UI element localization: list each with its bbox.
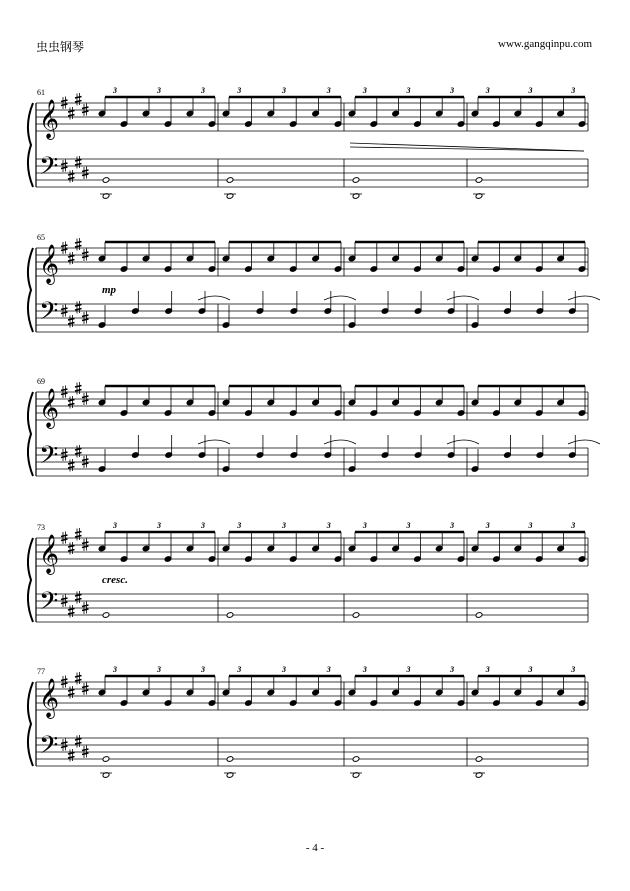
triplet-mark: 3: [485, 86, 490, 95]
score-system: [28, 521, 588, 622]
triplet-mark: 3: [571, 521, 576, 530]
sharp-sign: [75, 156, 82, 169]
bass-clef-icon: 𝄢: [39, 731, 59, 766]
sharp-sign: [68, 749, 75, 762]
triplet-mark: 3: [282, 86, 286, 95]
brace: [28, 538, 33, 622]
treble-clef-icon: 𝄞: [39, 388, 60, 428]
triplet-mark: 3: [326, 665, 331, 674]
note-head: [102, 756, 110, 763]
note-head: [226, 612, 234, 619]
sharp-sign: [75, 238, 82, 251]
note-head: [475, 177, 483, 184]
note-head: [226, 756, 234, 763]
treble-clef-icon: 𝄞: [39, 99, 60, 139]
tie-slur: [198, 296, 230, 300]
brace: [28, 103, 33, 187]
treble-clef-icon: 𝄞: [39, 534, 60, 574]
triplet-mark: 3: [201, 665, 205, 674]
bass-clef-icon: 𝄢: [39, 152, 59, 187]
sharp-sign: [75, 93, 82, 106]
triplet-mark: 3: [450, 665, 455, 674]
sharp-sign: [75, 672, 82, 685]
triplet-mark: 3: [113, 521, 117, 530]
triplet-mark: 3: [282, 665, 286, 674]
sharp-sign: [68, 170, 75, 183]
triplet-mark: 3: [237, 521, 242, 530]
triplet-mark: 3: [113, 86, 117, 95]
triplet-mark: 3: [113, 665, 117, 674]
treble-clef-icon: 𝄞: [39, 678, 60, 718]
triplet-mark: 3: [571, 86, 576, 95]
sharp-sign: [75, 528, 82, 541]
sharp-sign: [68, 396, 75, 409]
tie-slur: [447, 296, 479, 300]
site-title: 虫虫钢琴: [36, 40, 85, 54]
sharp-sign: [68, 686, 75, 699]
sharp-sign: [75, 591, 82, 604]
triplet-mark: 3: [326, 86, 331, 95]
triplet-mark: 3: [201, 86, 205, 95]
score-system: [28, 377, 600, 476]
sharp-sign: [75, 301, 82, 314]
measure-number: 61: [37, 88, 45, 97]
dynamic-marking: mp: [102, 284, 117, 296]
tie-slur: [568, 296, 600, 300]
triplet-mark: 3: [362, 86, 367, 95]
sharp-sign: [68, 605, 75, 618]
bass-clef-icon: 𝄢: [39, 587, 59, 622]
bass-clef-icon: 𝄢: [39, 297, 59, 332]
hairpin-line: [350, 143, 584, 151]
sharp-sign: [68, 252, 75, 265]
triplet-mark: 3: [528, 86, 533, 95]
tie-slur: [447, 440, 479, 444]
sharp-sign: [75, 735, 82, 748]
measure-number: 69: [37, 377, 45, 386]
triplet-mark: 3: [237, 665, 242, 674]
score-system: [28, 86, 588, 199]
note-head: [352, 756, 360, 763]
tie-slur: [324, 440, 356, 444]
triplet-mark: 3: [450, 86, 455, 95]
note-head: [475, 756, 483, 763]
triplet-mark: 3: [157, 665, 161, 674]
triplet-mark: 3: [528, 521, 533, 530]
brace: [28, 392, 33, 476]
sharp-sign: [75, 382, 82, 395]
triplet-mark: 3: [406, 665, 411, 674]
tie-slur: [198, 440, 230, 444]
triplet-mark: 3: [326, 521, 331, 530]
note-head: [352, 177, 360, 184]
hairpin-line: [350, 147, 584, 151]
triplet-mark: 3: [201, 521, 205, 530]
note-head: [102, 612, 110, 619]
sharp-sign: [75, 445, 82, 458]
site-url: www.gangqinpu.com: [498, 38, 592, 50]
triplet-mark: 3: [237, 86, 242, 95]
sharp-sign: [68, 315, 75, 328]
note-head: [102, 177, 110, 184]
triplet-mark: 3: [406, 86, 411, 95]
sharp-sign: [68, 107, 75, 120]
note-head: [226, 177, 234, 184]
measure-number: 77: [37, 667, 45, 676]
note-head: [352, 612, 360, 619]
measure-number: 65: [37, 233, 45, 242]
brace: [28, 248, 33, 332]
triplet-mark: 3: [485, 665, 490, 674]
score-system: [28, 665, 588, 778]
measure-number: 73: [37, 523, 45, 532]
triplet-mark: 3: [571, 665, 576, 674]
dynamic-marking: cresc.: [102, 574, 128, 586]
sharp-sign: [68, 542, 75, 555]
note-head: [475, 612, 483, 619]
triplet-mark: 3: [157, 86, 161, 95]
triplet-mark: 3: [282, 521, 286, 530]
triplet-mark: 3: [157, 521, 161, 530]
triplet-mark: 3: [362, 665, 367, 674]
triplet-mark: 3: [528, 665, 533, 674]
tie-slur: [568, 440, 600, 444]
tie-slur: [324, 296, 356, 300]
bass-clef-icon: 𝄢: [39, 441, 59, 476]
triplet-mark: 3: [450, 521, 455, 530]
triplet-mark: 3: [485, 521, 490, 530]
page-number: - 4 -: [305, 842, 325, 854]
triplet-mark: 3: [362, 521, 367, 530]
brace: [28, 682, 33, 766]
triplet-mark: 3: [406, 521, 411, 530]
sharp-sign: [68, 459, 75, 472]
treble-clef-icon: 𝄞: [39, 244, 60, 284]
score-system: [28, 233, 600, 332]
